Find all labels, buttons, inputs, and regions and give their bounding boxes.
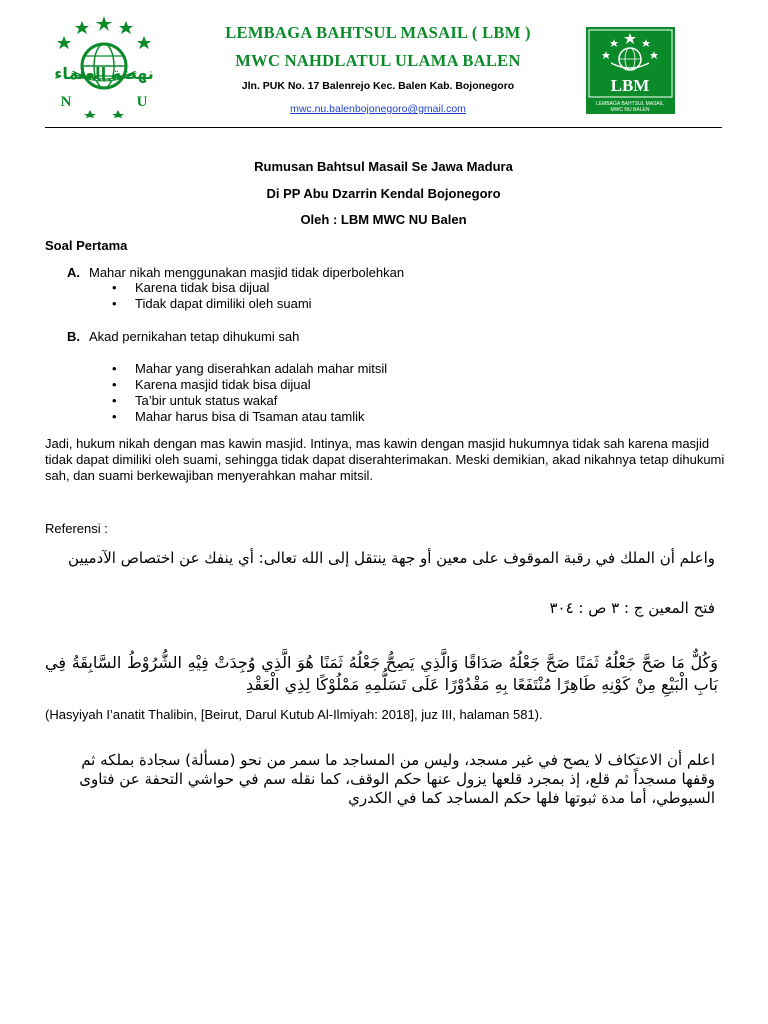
bullet-item: • Tidak dapat dimiliki oleh suami [110, 296, 312, 312]
item-text: Mahar nikah menggunakan masjid tidak diperbolehkan [89, 265, 405, 280]
institution-subtitle: MWC NAHDLATUL ULAMA BALEN [235, 51, 521, 70]
svg-text:LBM: LBM [610, 76, 650, 95]
document-author: Oleh : LBM MWC NU Balen [300, 212, 467, 227]
svg-text:N: N [60, 94, 72, 110]
bullet-item: • Ta’bir untuk status wakaf [110, 393, 387, 409]
arabic-reference-1: واعلم أن الملك في رقبة الموقوف على معين أو جهة ينتقل إلى الله تعالى: أي ينفك عن اختصاص الآدميين [68, 549, 715, 567]
svg-text:MWC NU BALEN: MWC NU BALEN [610, 107, 650, 113]
svg-text:نهضة العلماء: نهضة العلماء [54, 64, 154, 83]
item-letter: B. [67, 329, 80, 344]
reference-citation: (Hasyiyah I’anatit Thalibin, [Beirut, Darul Kutub Al-Ilmiyah: 2018], juz III, halaman 581). [45, 707, 543, 722]
nahdlatul-ulama-logo [42, 14, 166, 118]
list-item-b [67, 329, 299, 344]
item-text: Akad pernikahan tetap dihukumi sah [89, 329, 300, 344]
svg-text:U: U [136, 94, 148, 110]
item-letter: A. [67, 265, 80, 280]
arabic-reference-3: اعلم أن الاعتكاف لا يصح في غير مسجد، وليس من المساجد ما سمر من نحو (مسألة) سجادة بملكه ثم وقفها مسجداً ثم قلع، إذ بمجرد قلعها يزول عنها حكم الوقف، كما نقله سم في حواشي التحفة عن فتاوى السيوطي، أما مدة ثبوتها فلها حكم المساجد كما في الكدري [79, 751, 715, 807]
document-location: Di PP Abu Dzarrin Kendal Bojonegoro [266, 186, 501, 201]
institution-title: LEMBAGA BAHTSUL MASAIL ( LBM ) [225, 23, 531, 42]
list-item-a [67, 265, 404, 280]
email-link[interactable]: mwc.nu.balenbojonegoro@gmail.com [290, 103, 466, 115]
arabic-reference-2: وَكُلٌّ مَا صَحَّ جَعْلُهُ ثَمَنًا صَحَّ جَعْلُهُ صَدَاقًا وَالَّذِي يَصِحُّ جَعْلُهُ ثَمَنًا هُوَ الَّذِي وُجِدَتْ فِيْهِ الشُّرُوْطُ السَّابِقَةُ فِي بَابِ الْبَيْعِ مِنْ كَوْنِهِ طَاهِرًا مُنْتَفَعًا بِهِ مَقْدُوْرًا عَلَى تَسَلُّمِهِ مَمْلُوْكًا لِذِي الْعَقْدِ [45, 653, 718, 694]
conclusion-paragraph: Jadi, hukum nikah dengan mas kawin masjid. Intinya, mas kawin dengan masjid hukumnya tidak sah karena masjid tidak dapat dimiliki oleh suami, sehingga tidak dapat diserahterimakan. Meski demikian, akad nikahnya tetap dihukumi sah, dan suami berkewajiban menyerahkan mahar mitsil. [45, 436, 725, 483]
bullet-item: • Mahar harus bisa di Tsaman atau tamlik [110, 409, 387, 425]
section-title: Soal Pertama [45, 238, 128, 253]
bullet-item: • Karena tidak bisa dijual [110, 280, 312, 296]
bullet-list-b [110, 361, 387, 425]
bullet-item: • Mahar yang diserahkan adalah mahar mitsil [110, 361, 387, 377]
lbm-logo [586, 27, 675, 114]
bullet-list-a [110, 280, 312, 312]
institution-address: Jln. PUK No. 17 Balenrejo Kec. Balen Kab. Bojonegoro [241, 80, 515, 92]
document-title: Rumusan Bahtsul Masail Se Jawa Madura [254, 159, 513, 174]
svg-text:LEMBAGA BAHTSUL MASAIL: LEMBAGA BAHTSUL MASAIL [596, 101, 664, 107]
bullet-item: • Karena masjid tidak bisa dijual [110, 377, 387, 393]
header-divider [45, 127, 722, 128]
arabic-reference-1-source: فتح المعين ج : ٣ ص : ٣٠٤ [549, 599, 715, 617]
references-label: Referensi : [45, 521, 108, 536]
